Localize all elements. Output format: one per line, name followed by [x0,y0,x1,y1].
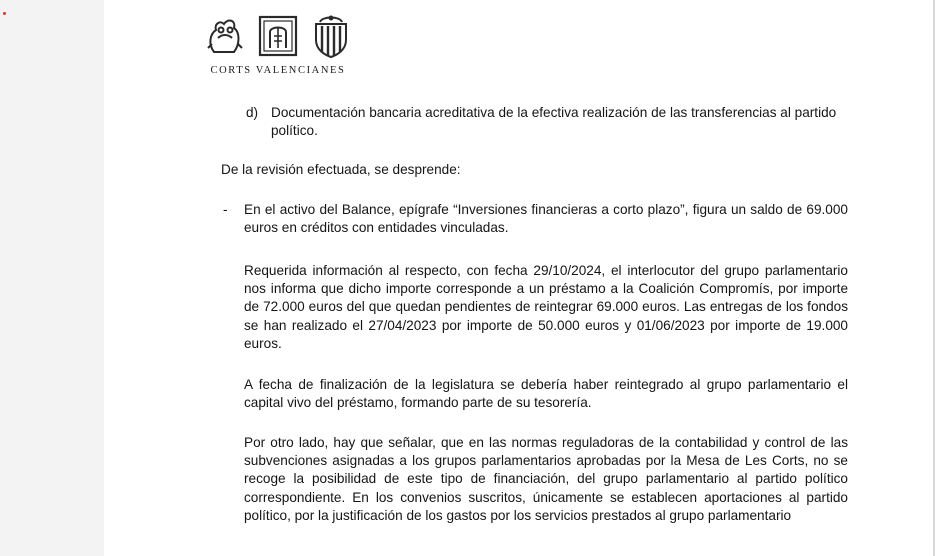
item-d-marker: d) [246,105,259,120]
page-edge-divider [933,0,935,556]
paragraph-legislature-end: A fecha de finalización de la legislatura se debería haber reintegrado al grupo parlamentario el capital vivo del préstamo, formando parte de su tesorería. [244,377,848,411]
lion-emblem-icon [204,14,246,58]
crest-emblem-icon [310,14,352,58]
institution-name: CORTS VALENCIANES [210,65,346,76]
intro-text: De la revisión efectuada, se desprende: [221,162,461,177]
shield-emblem-icon [257,14,299,58]
bullet-text: En el activo del Balance, epígrafe “Inversiones financieras a corto plazo”, figura un saldo de 69.000 euros en créditos con entidades vinculadas. [244,202,848,236]
bullet-marker: - [223,202,228,217]
item-d-text: Documentación bancaria acreditativa de la efectiva realización de las transferencias al partido político. [271,105,837,139]
corts-logo [204,14,352,76]
document-page [104,0,940,556]
margin-mark [3,12,6,15]
paragraph-regulations: Por otro lado, hay que señalar, que en las normas reguladoras de la contabilidad y control de las subvenciones asignadas a los grupos parlamentarios aprobadas por la Mesa de Les Corts, no se recoge la posibilidad de este tipo de financiación, del grupo parlamentario al partido político correspondiente. En los convenios suscritos, únicamente se establecen aportaciones al partido político, por la justificación de los gastos por los servicios prestados al grupo parlamentario [244,435,848,523]
paragraph-loan-info: Requerida información al respecto, con fecha 29/10/2024, el interlocutor del grupo parlamentario nos informa que dicho importe corresponde a un préstamo a la Coalición Compromís, por importe de 72.000 euros del que quedan pendientes de reintegrar 69.000 euros. Las entregas de los fondos se han realizado el 27/04/2023 por importe de 50.000 euros y 01/06/2023 por importe de 19.000 euros. [244,263,848,351]
